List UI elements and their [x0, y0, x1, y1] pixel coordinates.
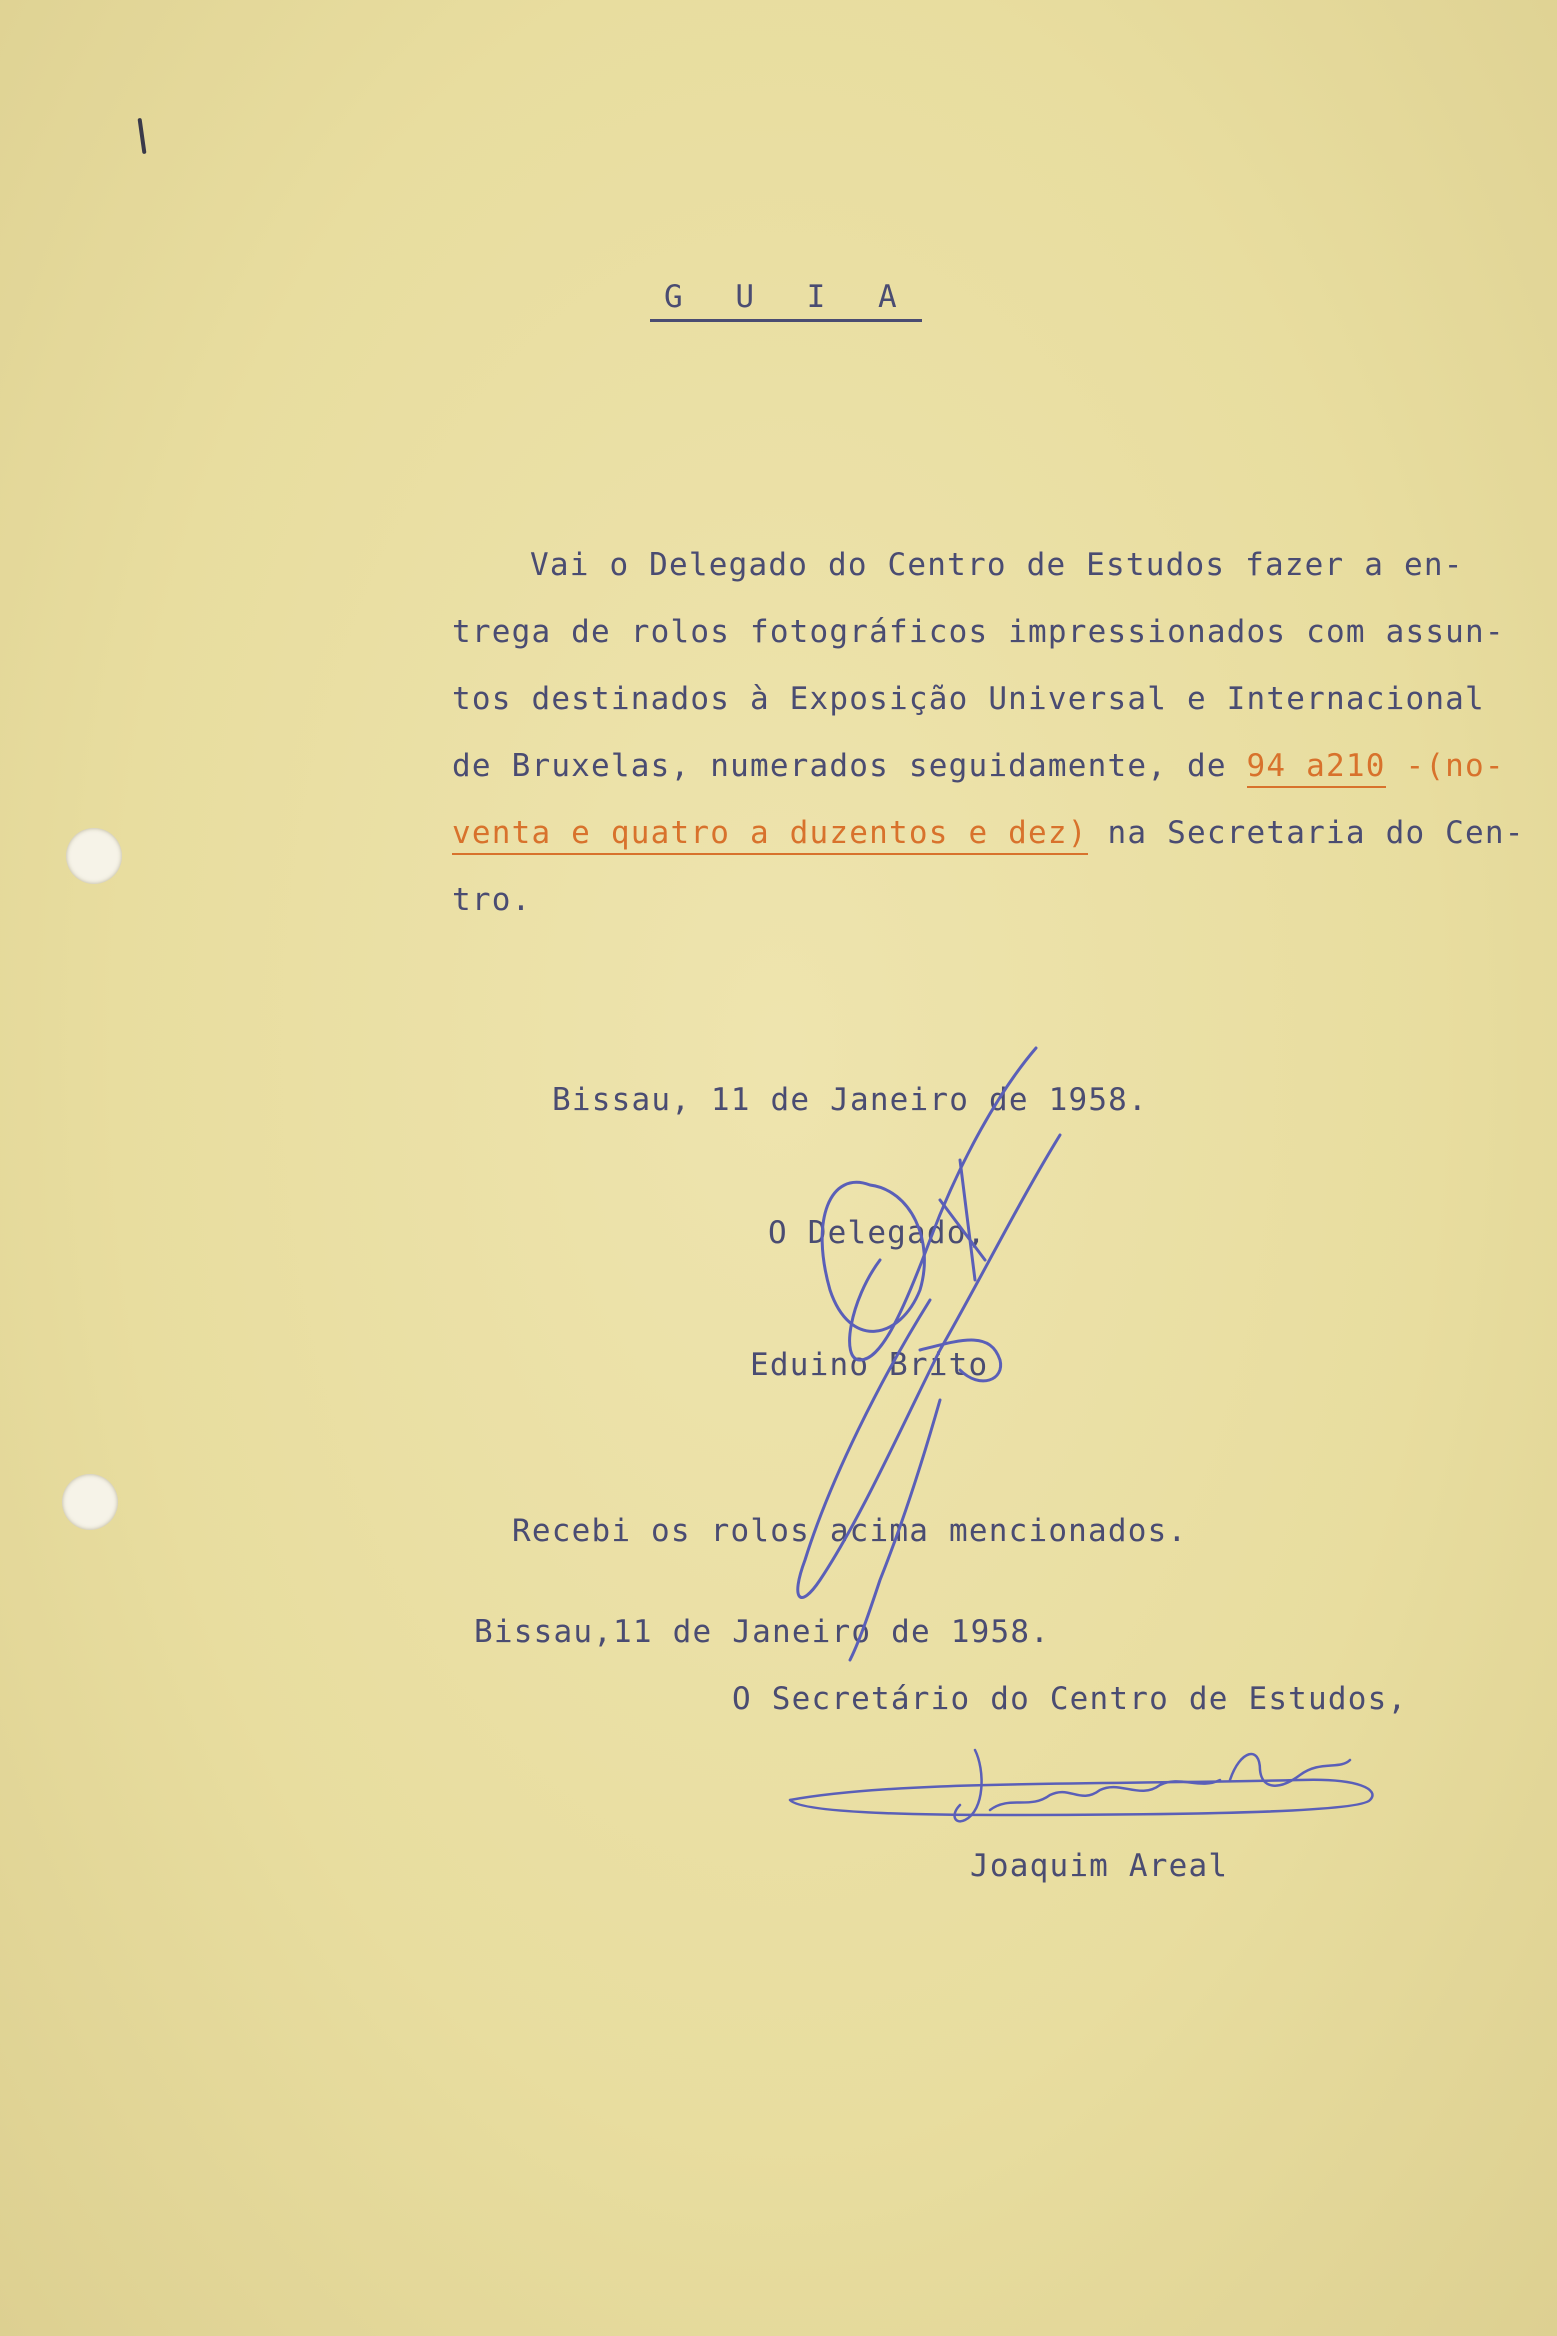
receipt-text: Recebi os rolos acima mencionados.	[512, 1513, 1188, 1549]
body-line-5	[452, 815, 1525, 851]
punch-hole-top	[66, 828, 122, 884]
body-line-2: trega de rolos fotográficos impressionados com assun-	[452, 614, 1505, 650]
secretary-name: Joaquim Areal	[970, 1848, 1229, 1884]
place-date-2: Bissau,11 de Janeiro de 1958.	[474, 1614, 1051, 1650]
delegate-name: Eduino Brito	[750, 1347, 989, 1383]
punch-hole-bottom	[62, 1474, 118, 1530]
body-line-1: Vai o Delegado do Centro de Estudos fazer a en-	[530, 547, 1464, 583]
pen-mark	[138, 118, 147, 154]
body-line-4-text: de Bruxelas, numerados seguidamente, de	[452, 748, 1247, 784]
roll-number-range: 94 a210	[1247, 748, 1386, 788]
body-line-5-text: na Secretaria do Cen-	[1087, 815, 1525, 851]
secretary-title: O Secretário do Centro de Estudos,	[732, 1681, 1408, 1717]
body-line-6: tro.	[452, 882, 532, 918]
roll-range-words-start: -(no-	[1385, 748, 1505, 784]
body-line-4	[452, 748, 1505, 784]
delegate-title: O Delegado,	[768, 1215, 987, 1251]
document-title: G U I A	[650, 282, 922, 322]
roll-range-words: venta e quatro a duzentos e dez)	[452, 815, 1088, 855]
place-date-1: Bissau, 11 de Janeiro de 1958.	[552, 1082, 1148, 1118]
body-line-3: tos destinados à Exposição Universal e Internacional	[452, 681, 1485, 717]
